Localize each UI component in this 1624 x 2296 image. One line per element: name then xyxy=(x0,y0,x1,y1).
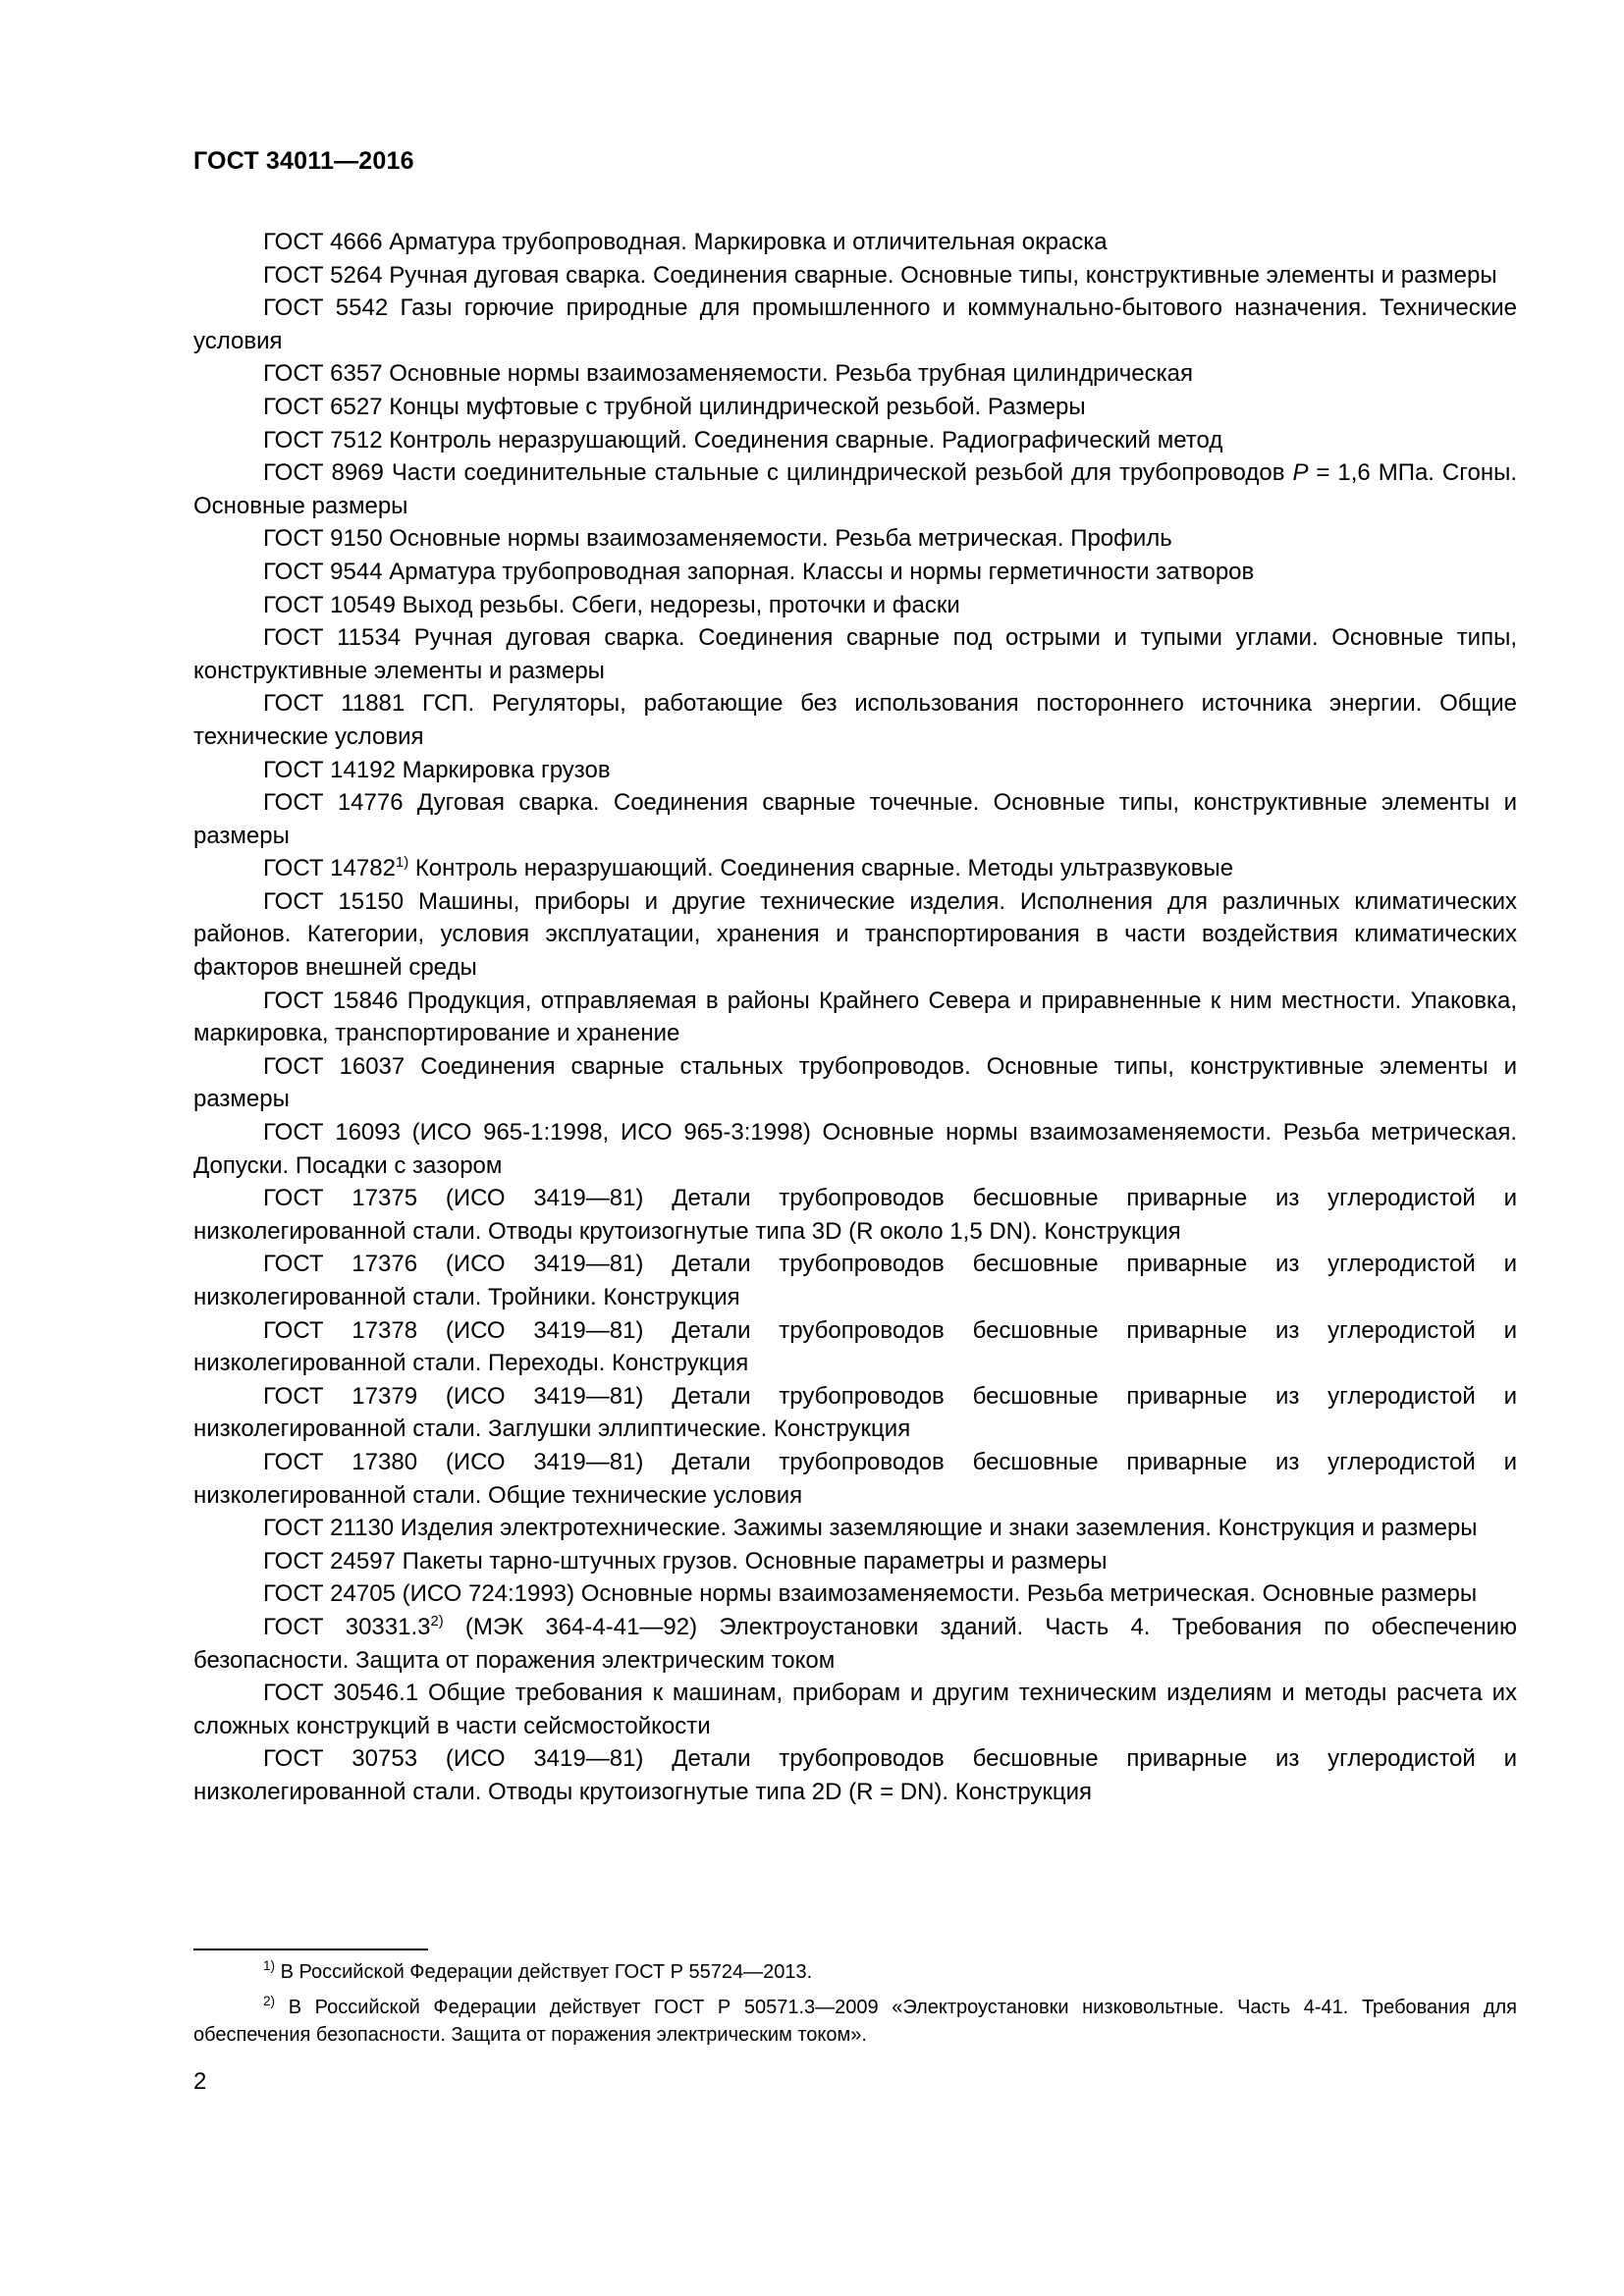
reference-code: ГОСТ 16093 xyxy=(263,1119,401,1147)
reference-item xyxy=(193,786,1517,852)
reference-code: ГОСТ 14776 xyxy=(263,789,404,817)
reference-code: ГОСТ 17380 xyxy=(263,1448,418,1475)
reference-item xyxy=(193,1248,1517,1313)
reference-title: Продукция, отправляемая в районы Крайнего Севера и приравненные к ним местности. Упаковка, маркировка, транспортирование и хранение xyxy=(193,987,1517,1047)
reference-title: (ИСО 724:1993) Основные нормы взаимозаменяемости. Резьба метрическая. Основные размеры xyxy=(395,1580,1478,1608)
reference-code: ГОСТ 10549 xyxy=(263,591,396,618)
reference-code: ГОСТ 4666 xyxy=(263,229,383,255)
reference-title: (ИСО 3419—81) Детали трубопроводов бесшовные приварные из углеродистой и низколегированной стали. Заглушки эллиптические. Конструкция xyxy=(193,1382,1518,1443)
reference-item xyxy=(193,292,1517,357)
reference-item xyxy=(193,259,1517,293)
footnote-mark: 1) xyxy=(263,1957,276,1973)
reference-title: (МЭК 364-4-41—92) Электроустановки зданий. Часть 4. Требования по обеспечению безопасности. Защита от поражения электрическим током xyxy=(193,1613,1517,1674)
reference-title: (ИСО 3419—81) Детали трубопроводов бесшовные приварные из углеродистой и низколегированной стали. Отводы крутоизогнутые типа 2D (R = DN). Конструкция xyxy=(193,1745,1518,1805)
reference-item xyxy=(193,391,1517,424)
reference-title: Арматура трубопроводная запорная. Классы и нормы герметичности затворов xyxy=(382,558,1255,585)
reference-item xyxy=(193,1380,1517,1446)
reference-item xyxy=(193,687,1517,753)
reference-item xyxy=(193,456,1517,522)
footnotes xyxy=(193,1958,1517,2056)
reference-title: Основные нормы взаимозаменяемости. Резьба метрическая. Профиль xyxy=(382,525,1172,553)
reference-title: (ИСО 3419—81) Детали трубопроводов бесшовные приварные из углеродистой и низколегированной стали. Переходы. Конструкция xyxy=(193,1316,1518,1377)
reference-title: Части соединительные стальные с цилиндрической резьбой для трубопроводов xyxy=(383,459,1293,487)
reference-code: ГОСТ 30546.1 xyxy=(263,1680,419,1707)
footnote-item xyxy=(193,1958,1517,1986)
reference-title: Арматура трубопроводная. Маркировка и отличительная окраска xyxy=(382,229,1108,255)
reference-item xyxy=(193,1577,1517,1611)
reference-item xyxy=(193,1314,1517,1380)
reference-title: (ИСО 3419—81) Детали трубопроводов бесшовные приварные из углеродистой и низколегированной стали. Общие технические условия xyxy=(193,1448,1518,1509)
reference-item xyxy=(193,985,1517,1050)
document-header: ГОСТ 34011—2016 xyxy=(193,147,414,175)
reference-code: ГОСТ 9544 xyxy=(263,558,383,585)
reference-code: ГОСТ 11534 xyxy=(263,624,402,652)
reference-code: ГОСТ 21130 xyxy=(263,1515,395,1542)
reference-code: ГОСТ 30753 xyxy=(263,1745,418,1773)
reference-item xyxy=(193,522,1517,556)
footnote-ref-mark: 1) xyxy=(395,855,409,872)
reference-title: Пакеты тарно-штучных грузов. Основные параметры и размеры xyxy=(395,1547,1108,1575)
reference-item xyxy=(193,556,1517,589)
reference-code: ГОСТ 15846 xyxy=(263,987,399,1014)
reference-code: ГОСТ 6527 xyxy=(263,393,383,420)
reference-code: ГОСТ 5264 xyxy=(263,261,383,289)
reference-code: ГОСТ 6357 xyxy=(263,360,383,388)
reference-title: Выход резьбы. Сбеги, недорезы, проточки и фаски xyxy=(395,591,960,618)
reference-code: ГОСТ 15150 xyxy=(263,887,405,915)
reference-title: Маркировка грузов xyxy=(395,756,611,783)
reference-title: (ИСО 3419—81) Детали трубопроводов бесшовные приварные из углеродистой и низколегированной стали. Отводы крутоизогнутые типа 3D (R около 1,5 DN). Конструкция xyxy=(193,1185,1518,1245)
reference-item xyxy=(193,1116,1517,1182)
reference-item xyxy=(193,1742,1517,1808)
footnote-separator xyxy=(193,1949,428,1950)
normative-references-list xyxy=(193,226,1517,1809)
reference-code: ГОСТ 9150 xyxy=(263,525,383,553)
reference-code: ГОСТ 30331.3 xyxy=(263,1613,431,1640)
reference-title: (ИСО 3419—81) Детали трубопроводов бесшовные приварные из углеродистой и низколегированной стали. Тройники. Конструкция xyxy=(193,1251,1518,1310)
reference-code: ГОСТ 7512 xyxy=(263,426,383,454)
reference-item xyxy=(193,754,1517,787)
reference-item xyxy=(193,852,1517,885)
reference-item xyxy=(193,621,1517,687)
page-number: 2 xyxy=(193,2068,207,2095)
reference-code: ГОСТ 17378 xyxy=(263,1316,418,1344)
reference-title: Ручная дуговая сварка. Соединения сварные под острыми и тупыми углами. Основные типы, конструктивные элементы и размеры xyxy=(193,624,1518,684)
footnote-ref-mark: 2) xyxy=(430,1613,444,1629)
reference-item xyxy=(193,226,1517,259)
reference-code: ГОСТ 17376 xyxy=(263,1251,418,1278)
reference-item xyxy=(193,1182,1517,1248)
reference-code: ГОСТ 17375 xyxy=(263,1185,418,1212)
reference-code: ГОСТ 5542 xyxy=(263,294,389,322)
reference-title: Дуговая сварка. Соединения сварные точечные. Основные типы, конструктивные элементы и размеры xyxy=(193,789,1518,849)
footnote-text: В Российской Федерации действует ГОСТ Р 55724—2013. xyxy=(275,1961,813,1983)
reference-title: Общие требования к машинам, приборам и другим техническим изделиям и методы расчета их сложных конструкций в части сейсмостойкости xyxy=(193,1680,1518,1739)
reference-code: ГОСТ 8969 xyxy=(263,459,384,487)
footnote-text: В Российской Федерации действует ГОСТ Р 50571.3—2009 «Электроустановки низковольтные. Часть 4-41. Требования для обеспечения безопасности. Защита от поражения электрическим током». xyxy=(193,1997,1517,2046)
reference-item xyxy=(193,1677,1517,1742)
reference-code: ГОСТ 24705 xyxy=(263,1580,396,1608)
reference-item xyxy=(193,589,1517,622)
reference-title: (ИСО 965-1:1998, ИСО 965-3:1998) Основные нормы взаимозаменяемости. Резьба метрическая. Допуски. Посадки с зазором xyxy=(193,1119,1517,1179)
reference-item xyxy=(193,1446,1517,1512)
reference-item xyxy=(193,1611,1517,1677)
reference-title: ГСП. Регуляторы, работающие без использования постороннего источника энергии. Общие технические условия xyxy=(193,690,1518,750)
reference-code: ГОСТ 24597 xyxy=(263,1547,396,1575)
reference-title: Газы горючие природные для промышленного и коммунально-бытового назначения. Технические условия xyxy=(193,294,1517,354)
reference-item xyxy=(193,1512,1517,1545)
reference-code: ГОСТ 14192 xyxy=(263,756,396,783)
reference-code: ГОСТ 11881 xyxy=(263,690,406,718)
pressure-symbol: P xyxy=(1292,459,1309,487)
reference-title: Ручная дуговая сварка. Соединения сварные. Основные типы, конструктивные элементы и размеры xyxy=(382,261,1497,289)
reference-title: Основные нормы взаимозаменяемости. Резьба трубная цилиндрическая xyxy=(382,360,1193,388)
reference-title: Соединения сварные стальных трубопроводов. Основные типы, конструктивные элементы и размеры xyxy=(193,1052,1518,1113)
reference-item xyxy=(193,1050,1517,1116)
reference-title: Изделия электротехнические. Зажимы заземляющие и знаки заземления. Конструкция и размеры xyxy=(394,1515,1478,1542)
reference-title: Машины, приборы и другие технические изделия. Исполнения для различных климатических районов. Категории, условия эксплуатации, хранения и транспортирования в части воздействия климатических факторов внешней среды xyxy=(193,887,1518,982)
reference-item xyxy=(193,885,1517,985)
reference-code: ГОСТ 17379 xyxy=(263,1382,418,1410)
reference-title: Контроль неразрушающий. Соединения сварные. Методы ультразвуковые xyxy=(408,855,1234,882)
reference-item xyxy=(193,1545,1517,1578)
reference-title: Концы муфтовые с трубной цилиндрической резьбой. Размеры xyxy=(382,393,1086,420)
footnote-mark: 2) xyxy=(263,1993,276,2008)
reference-code: ГОСТ 16037 xyxy=(263,1052,406,1080)
reference-title-cont: = 1,6 МПа. Сгоны. Основные размеры xyxy=(193,459,1517,519)
reference-title: Контроль неразрушающий. Соединения сварные. Радиографический метод xyxy=(382,426,1223,454)
reference-item xyxy=(193,357,1517,391)
reference-code: ГОСТ 14782 xyxy=(263,855,396,882)
reference-item xyxy=(193,424,1517,457)
footnote-item xyxy=(193,1994,1517,2049)
